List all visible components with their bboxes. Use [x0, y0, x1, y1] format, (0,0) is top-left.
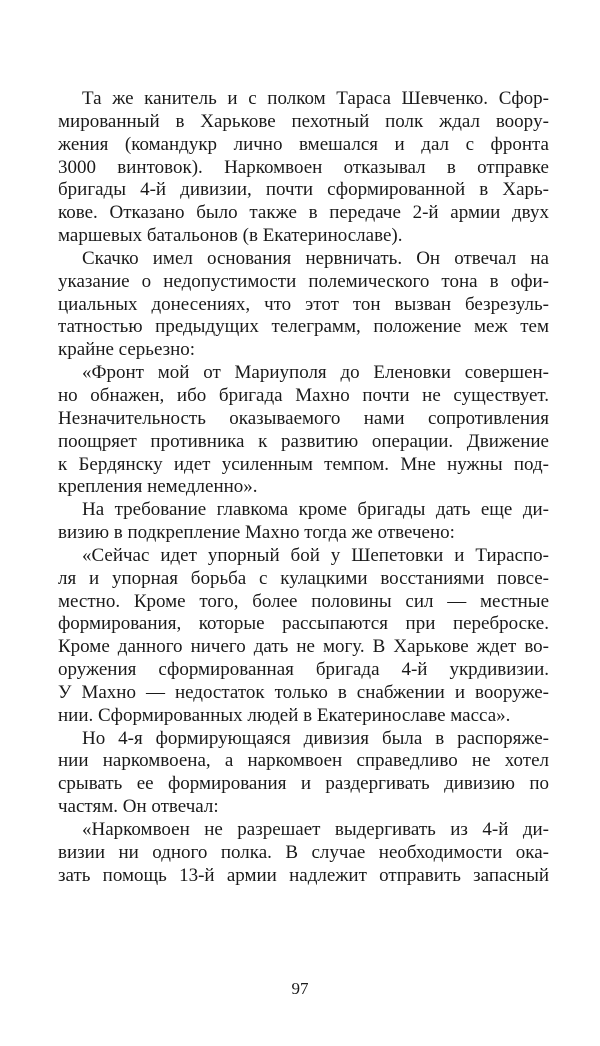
text-line: местно. Кроме того, более половины сил — местные [58, 590, 549, 612]
paragraph [58, 88, 549, 248]
text-line: У Махно — недостаток только в снабжении и вооруже- [58, 681, 549, 703]
paragraph [58, 728, 549, 819]
text-line: Незначительность оказываемого нами сопротивления [58, 407, 549, 429]
text-line: Скачко имел основания нервничать. Он отвечал на [82, 247, 549, 269]
paragraph [58, 248, 549, 362]
text-line: поощряет противника к развитию операции. Движение [58, 430, 549, 452]
text-line: ля и упорная борьба с кулацкими восстаниями повсе- [58, 567, 549, 589]
text-line: Кроме данного ничего дать не могу. В Харькове ждет во- [58, 636, 549, 658]
text-line: «Наркомвоен не разрешает выдергивать из 4-й ди- [82, 819, 549, 840]
text-line: маршевых батальонов (в Екатеринославе). [58, 225, 403, 247]
text-line: Та же канитель и с полком Тараса Шевченко. Сфор- [82, 88, 549, 109]
paragraph [58, 819, 549, 888]
text-line: указание о недопустимости полемического тона в офи- [58, 270, 549, 292]
text-line: «Сейчас идет упорный бой у Шепетовки и Тираспо- [82, 544, 549, 566]
text-line: оружения сформированная бригада 4-й укрдивизии. [58, 659, 549, 681]
text-line: к Бердянску идет усиленным темпом. Мне нужны под- [58, 453, 549, 475]
text-line: крайне серьезно: [58, 339, 196, 361]
text-line: На требование главкома кроме бригады дать еще ди- [82, 499, 549, 521]
text-line: срывать ее формирования и раздергивать дивизию по [58, 773, 549, 795]
text-line: но обнажен, ибо бригада Махно почти не существует. [58, 384, 549, 406]
paragraph [58, 545, 549, 728]
text-line: частям. Он отвечал: [58, 796, 219, 818]
text-line: нии наркомвоена, а наркомвоен справедливо не хотел [58, 750, 549, 772]
text-line: Но 4-я формирующаяся дивизия была в распоряже- [82, 727, 549, 749]
text-line: «Фронт мой от Мариуполя до Еленовки совершен- [82, 362, 549, 384]
text-line: кове. Отказано было также в передаче 2-й армии двух [58, 202, 549, 224]
paragraph [58, 499, 549, 545]
text-line: формирования, которые рассыпаются при переброске. [58, 613, 549, 635]
text-line: жения (командукр лично вмешался и дал с фронта [58, 133, 549, 155]
text-line: бригады 4-й дивизии, почти сформированной в Харь- [58, 179, 549, 201]
text-line: визии ни одного полка. В случае необходимости ока- [58, 841, 549, 863]
text-line: визию в подкрепление Махно тогда же отвечено: [58, 522, 455, 544]
text-line: мированный в Харькове пехотный полк ждал вооpу- [58, 110, 549, 132]
text-line: зать помощь 13-й армии надлежит отправить запасный [58, 864, 549, 886]
paragraph [58, 362, 549, 499]
text-line: нии. Сформированных людей в Екатеринославе масса». [58, 704, 511, 726]
text-line: татностью предыдущих телеграмм, положение меж тем [58, 316, 549, 338]
page-body [58, 88, 549, 888]
text-line: 3000 винтовок). Наркомвоен отказывал в отправке [58, 156, 549, 178]
page-number: 97 [291, 979, 309, 998]
text-line: крепления немедленно». [58, 476, 258, 498]
text-line: циальных донесениях, что этот тон вызван безрезуль- [58, 293, 549, 315]
